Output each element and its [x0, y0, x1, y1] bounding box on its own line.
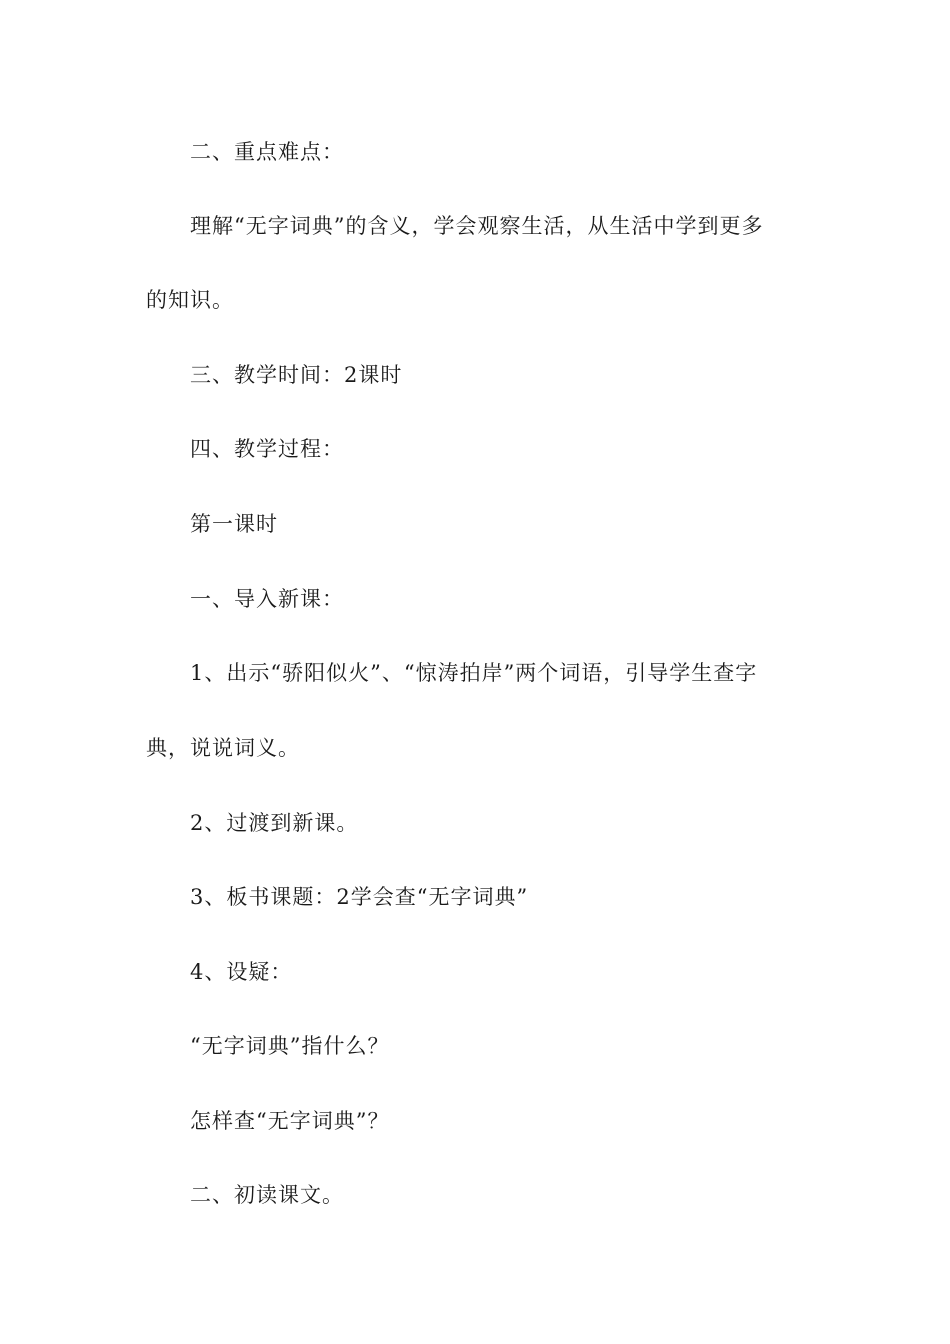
paragraph-line: 1、出示“骄阳似火”、“惊涛拍岸”两个词语，引导学生查字 — [190, 661, 758, 685]
list-item: 3、板书课题：2学会查“无字词典” — [190, 885, 529, 909]
question-line: 怎样查“无字词典”？ — [190, 1109, 390, 1133]
section-heading-teaching-time: 三、教学时间：2课时 — [190, 363, 403, 387]
section-heading-key-points: 二、重点难点： — [190, 140, 344, 164]
list-item: 4、设疑： — [190, 960, 293, 984]
paragraph-line-continued: 典，说说词义。 — [146, 736, 300, 760]
question-line: “无字词典”指什么？ — [190, 1034, 390, 1058]
lesson-heading: 第一课时 — [190, 512, 278, 536]
paragraph-line-continued: 的知识。 — [146, 288, 234, 312]
paragraph-line: 理解“无字词典”的含义，学会观察生活，从生活中学到更多 — [190, 214, 764, 238]
section-heading-teaching-process: 四、教学过程： — [190, 437, 344, 461]
list-item: 2、过渡到新课。 — [190, 811, 359, 835]
subsection-heading-intro: 一、导入新课： — [190, 587, 344, 611]
subsection-heading-reading: 二、初读课文。 — [190, 1183, 344, 1207]
